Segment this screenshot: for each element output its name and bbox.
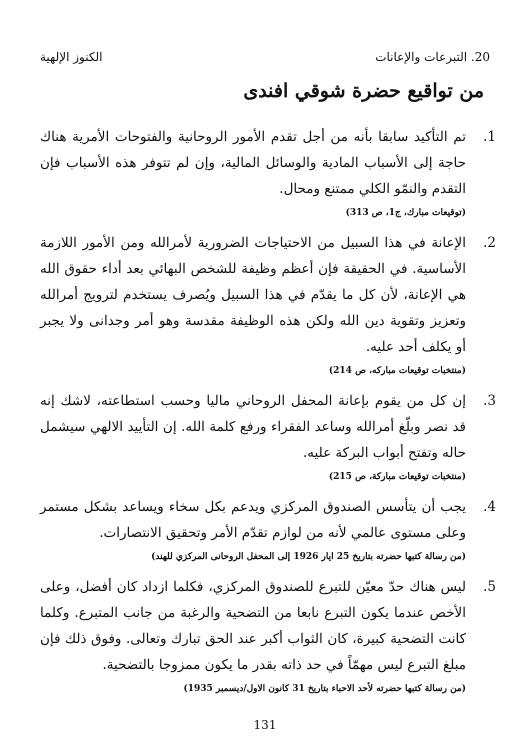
item-text: الإعانة في هذا السبيل من الاحتياجات الضرورية لأمرالله ومن الأمور اللازمة الأساسية. في الحقيقة فإن أعظم وظيفة للشخص البهائي بعد أداء حقوق الله هي الإعانة، لأن كل ما يقدّم في هذا السبيل ويُصرف يستخدم لترويج أمرالله وتعزيز وتقوية دين الله ولكن هذه الوظيفة مقدسة وهو أمر وجدانى ولا يجبر أو يكلف أحد عليه. xyxy=(40,235,466,355)
running-header xyxy=(40,48,490,66)
list-item xyxy=(40,574,496,696)
item-number: 2. xyxy=(483,235,496,251)
item-number: 4. xyxy=(483,499,496,515)
list-item xyxy=(40,230,496,378)
item-citation: (من رسالة كتبها حضرته لأحد الاحباء بتاريخ 31 كانون الاول/ديسمبر 1935) xyxy=(183,684,466,694)
item-content xyxy=(40,230,466,378)
book-title: الكنوز الإلهية xyxy=(40,50,103,64)
section-title: من تواقيع حضرة شوقي افندى xyxy=(243,80,484,102)
chapter-title: 20. التبرعات والإعانات xyxy=(375,50,490,64)
item-citation: (منتخبات توقيعات مباركه، ص 214) xyxy=(328,366,466,376)
item-citation: (منتخبات توقيعات مباركة، ص 215) xyxy=(328,472,466,482)
item-text: يجب أن يتأسس الصندوق المركزي ويدعم بكل سخاء ويساعد بشكل مستمر وعلى مستوى عالمي لأنه من لوازم تقدّم الأمر وتحقيق الانتصارات. xyxy=(40,499,466,541)
list-item xyxy=(40,124,496,220)
quotation-list xyxy=(40,124,496,706)
item-text: إن كل من يقوم بإعانة المحفل الروحاني ماليا وحسب استطاعته، لاشك إنه قد نصر وبلّغ أمرالله وساعد الفقراء ورفع كلمة الله. إن التأييد الالهي سيشمل حاله وتفتح أبواب البركة عليه. xyxy=(40,393,466,461)
item-citation: (من رسالة كتبها حضرته بتاريخ 25 ايار 1926 إلى المحفل الروحانى المركزي للهند) xyxy=(151,552,466,562)
list-item xyxy=(40,388,496,484)
page-number: 131 xyxy=(253,718,277,732)
item-number: 1. xyxy=(483,129,496,145)
item-content xyxy=(40,574,466,696)
item-text: تم التأكيد سابقا بأنه من أجل تقدم الأمور الروحانية والفتوحات الأمرية هناك حاجة إلى الأسباب المادية والوسائل المالية، وإن لم تتوفر هذه الأسباب فإن التقدم والنمّو الكلي ممتنع ومحال. xyxy=(40,129,466,197)
item-content xyxy=(40,494,466,564)
item-number: 5. xyxy=(483,579,496,595)
item-citation: (توقيعات مبارك، ج1، ص 313) xyxy=(345,208,466,218)
item-number: 3. xyxy=(483,393,496,409)
list-item xyxy=(40,494,496,564)
item-content xyxy=(40,124,466,220)
item-text: ليس هناك حدّ معيّن للتبرع للصندوق المركزي، فكلما ازداد كان أفضل، وعلى الأخص عندما يكون التبرع نابعا من التضحية والرغبة من جانب المتبرع. وكلما كانت التضحية كبيرة، كان الثواب أكبر عند الحق تبارك وتعالى. وفوق ذلك فإن مبلغ التبرع ليس مهمّاً في حد ذاته بقدر ما يكون ممزوجا بالتضحية. xyxy=(40,579,466,673)
item-content xyxy=(40,388,466,484)
